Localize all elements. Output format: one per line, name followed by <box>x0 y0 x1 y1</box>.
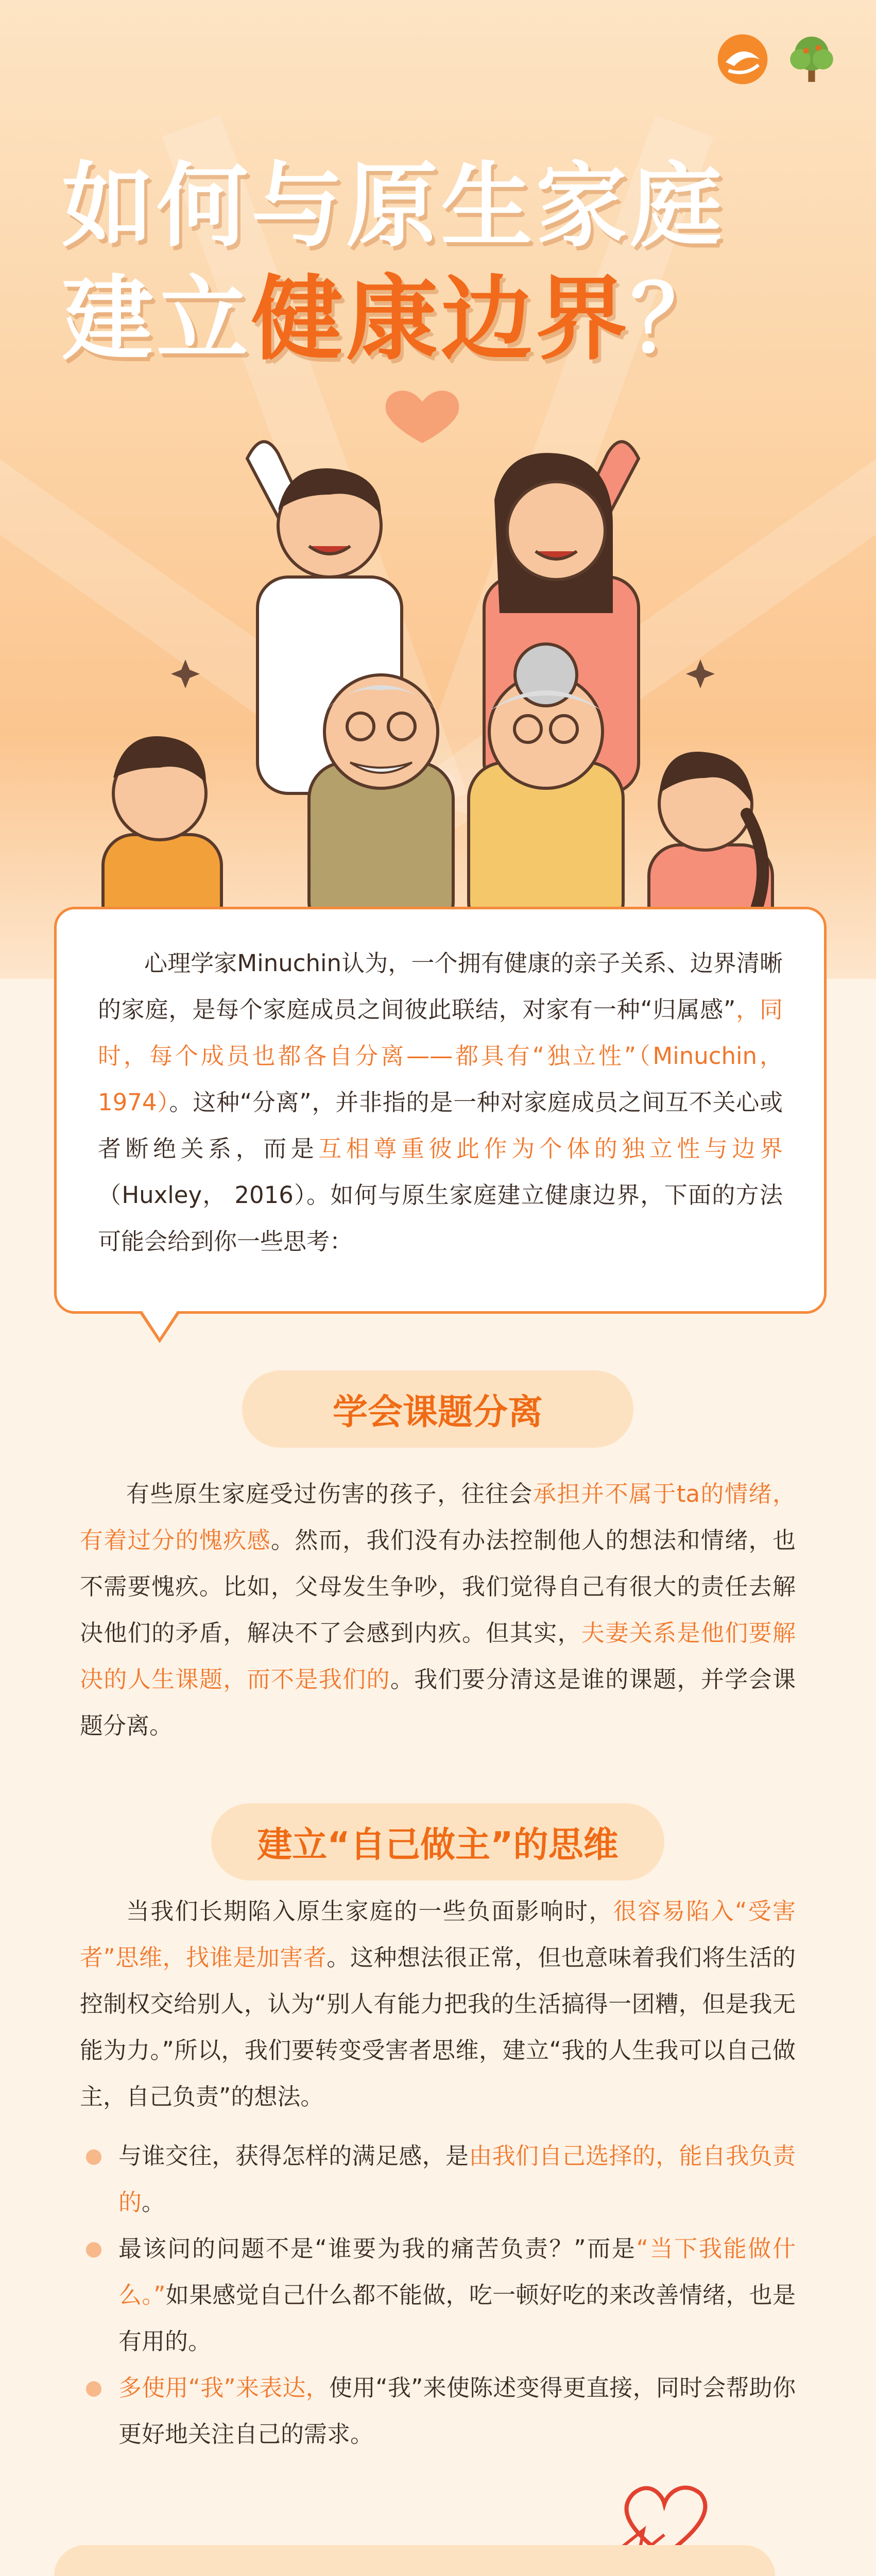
s1-text-2: 。然而，我们没有办法控制他人的想法和情绪，也不需要愧疚。比如，父母发生争吵，我们觉得自己有很大的责任去解决他们的矛盾，解决不了会感到内疚。但其实， <box>80 1527 796 1647</box>
title-highlight: 健康边界 <box>251 266 630 372</box>
hero-banner <box>0 0 876 979</box>
summary-box <box>54 2545 775 2576</box>
section-title-1: 学会课题分离 <box>242 1370 633 1448</box>
intro-highlight-1: ，同时，每个成员也都各自分离——都具有“独立性”（Minuchin，1974） <box>98 996 783 1116</box>
intro-speech-box <box>54 907 827 1314</box>
bullet-item <box>80 2365 796 2458</box>
bullet-text: 与谁交往，获得怎样的满足感，是 <box>118 2142 469 2170</box>
summary-text <box>95 2571 734 2576</box>
bullet-highlight: “当下我能做什么。” <box>118 2235 796 2309</box>
title-question-mark: ？ <box>630 266 725 372</box>
section-1-paragraph <box>80 1471 796 1749</box>
s2-text-2: 。这种想法很正常，但也意味着我们将生活的控制权交给别人，认为“别人有能力把我的生活搞得一团糟，但是我无能为力。”所以，我们要转变受害者思维，建立“我的人生我可以自己做主，自己负责”的想法。 <box>80 1944 796 2110</box>
s1-highlight-1: 承担并不属于ta的情绪，有着过分的愧疚感 <box>80 1480 796 1554</box>
bullet-item <box>80 2226 796 2365</box>
bullet-highlight: 多使用“我”来表达， <box>118 2374 329 2401</box>
intro-text-3: （Huxley， 2016）。如何与原生家庭建立健康边界，下面的方法可能会给到你一些思考： <box>98 1181 783 1255</box>
section-title-2: 建立“自己做主”的思维 <box>211 1803 664 1880</box>
bullet-text: 。 <box>142 2189 165 2216</box>
logo-group <box>714 31 840 88</box>
bullet-item <box>80 2133 796 2226</box>
intro-text-2: 。这种“分离”，并非指的是一种对家庭成员之间互不关心或者断绝关系，而是 <box>98 1089 783 1162</box>
section-2-bullets <box>80 2133 796 2458</box>
title-line-2 <box>62 263 834 376</box>
family-illustration <box>93 371 783 938</box>
title-line-1: 如何与原生家庭 <box>62 152 725 259</box>
bullet-text: 使用“我”来使陈述变得更直接，同时会帮助你更好地关注自己的需求。 <box>118 2374 796 2448</box>
s2-text-1: 当我们长期陷入原生家庭的一些负面影响时， <box>126 1897 613 1925</box>
bullet-highlight: 由我们自己选择的，能自我负责的 <box>118 2142 796 2216</box>
section-1-body <box>80 1471 796 1749</box>
tree-logo-icon <box>783 31 840 88</box>
intro-paragraph <box>98 940 783 1265</box>
bullet-text: 最该问的问题不是“谁要为我的痛苦负责？”而是 <box>118 2235 637 2262</box>
s2-highlight-1: 很容易陷入“受害者”思维，找谁是加害者 <box>80 1897 796 1971</box>
orange-swirl-logo-icon <box>714 31 771 88</box>
s1-text-1: 有些原生家庭受过伤害的孩子，往往会 <box>126 1480 534 1507</box>
bullet-text: 如果感觉自己什么都不能做，吃一顿好吃的来改善情绪，也是有用的。 <box>118 2281 796 2355</box>
intro-highlight-2: 互相尊重彼此作为个体的独立性与边界 <box>318 1135 783 1162</box>
section-2-body <box>80 1888 796 2120</box>
s1-text-3: 。我们要分清这是谁的课题，并学会课题分离。 <box>80 1666 796 1739</box>
s1-highlight-2: 夫妻关系是他们要解决的人生课题，而不是我们的 <box>80 1619 796 1693</box>
page-title <box>62 149 834 376</box>
section-2-paragraph <box>80 1888 796 2120</box>
title-plain: 建立 <box>62 266 251 372</box>
intro-text-1: 心理学家Minuchin认为，一个拥有健康的亲子关系、边界清晰的家庭，是每个家庭成员之间彼此联结，对家有一种“归属感” <box>98 950 783 1023</box>
